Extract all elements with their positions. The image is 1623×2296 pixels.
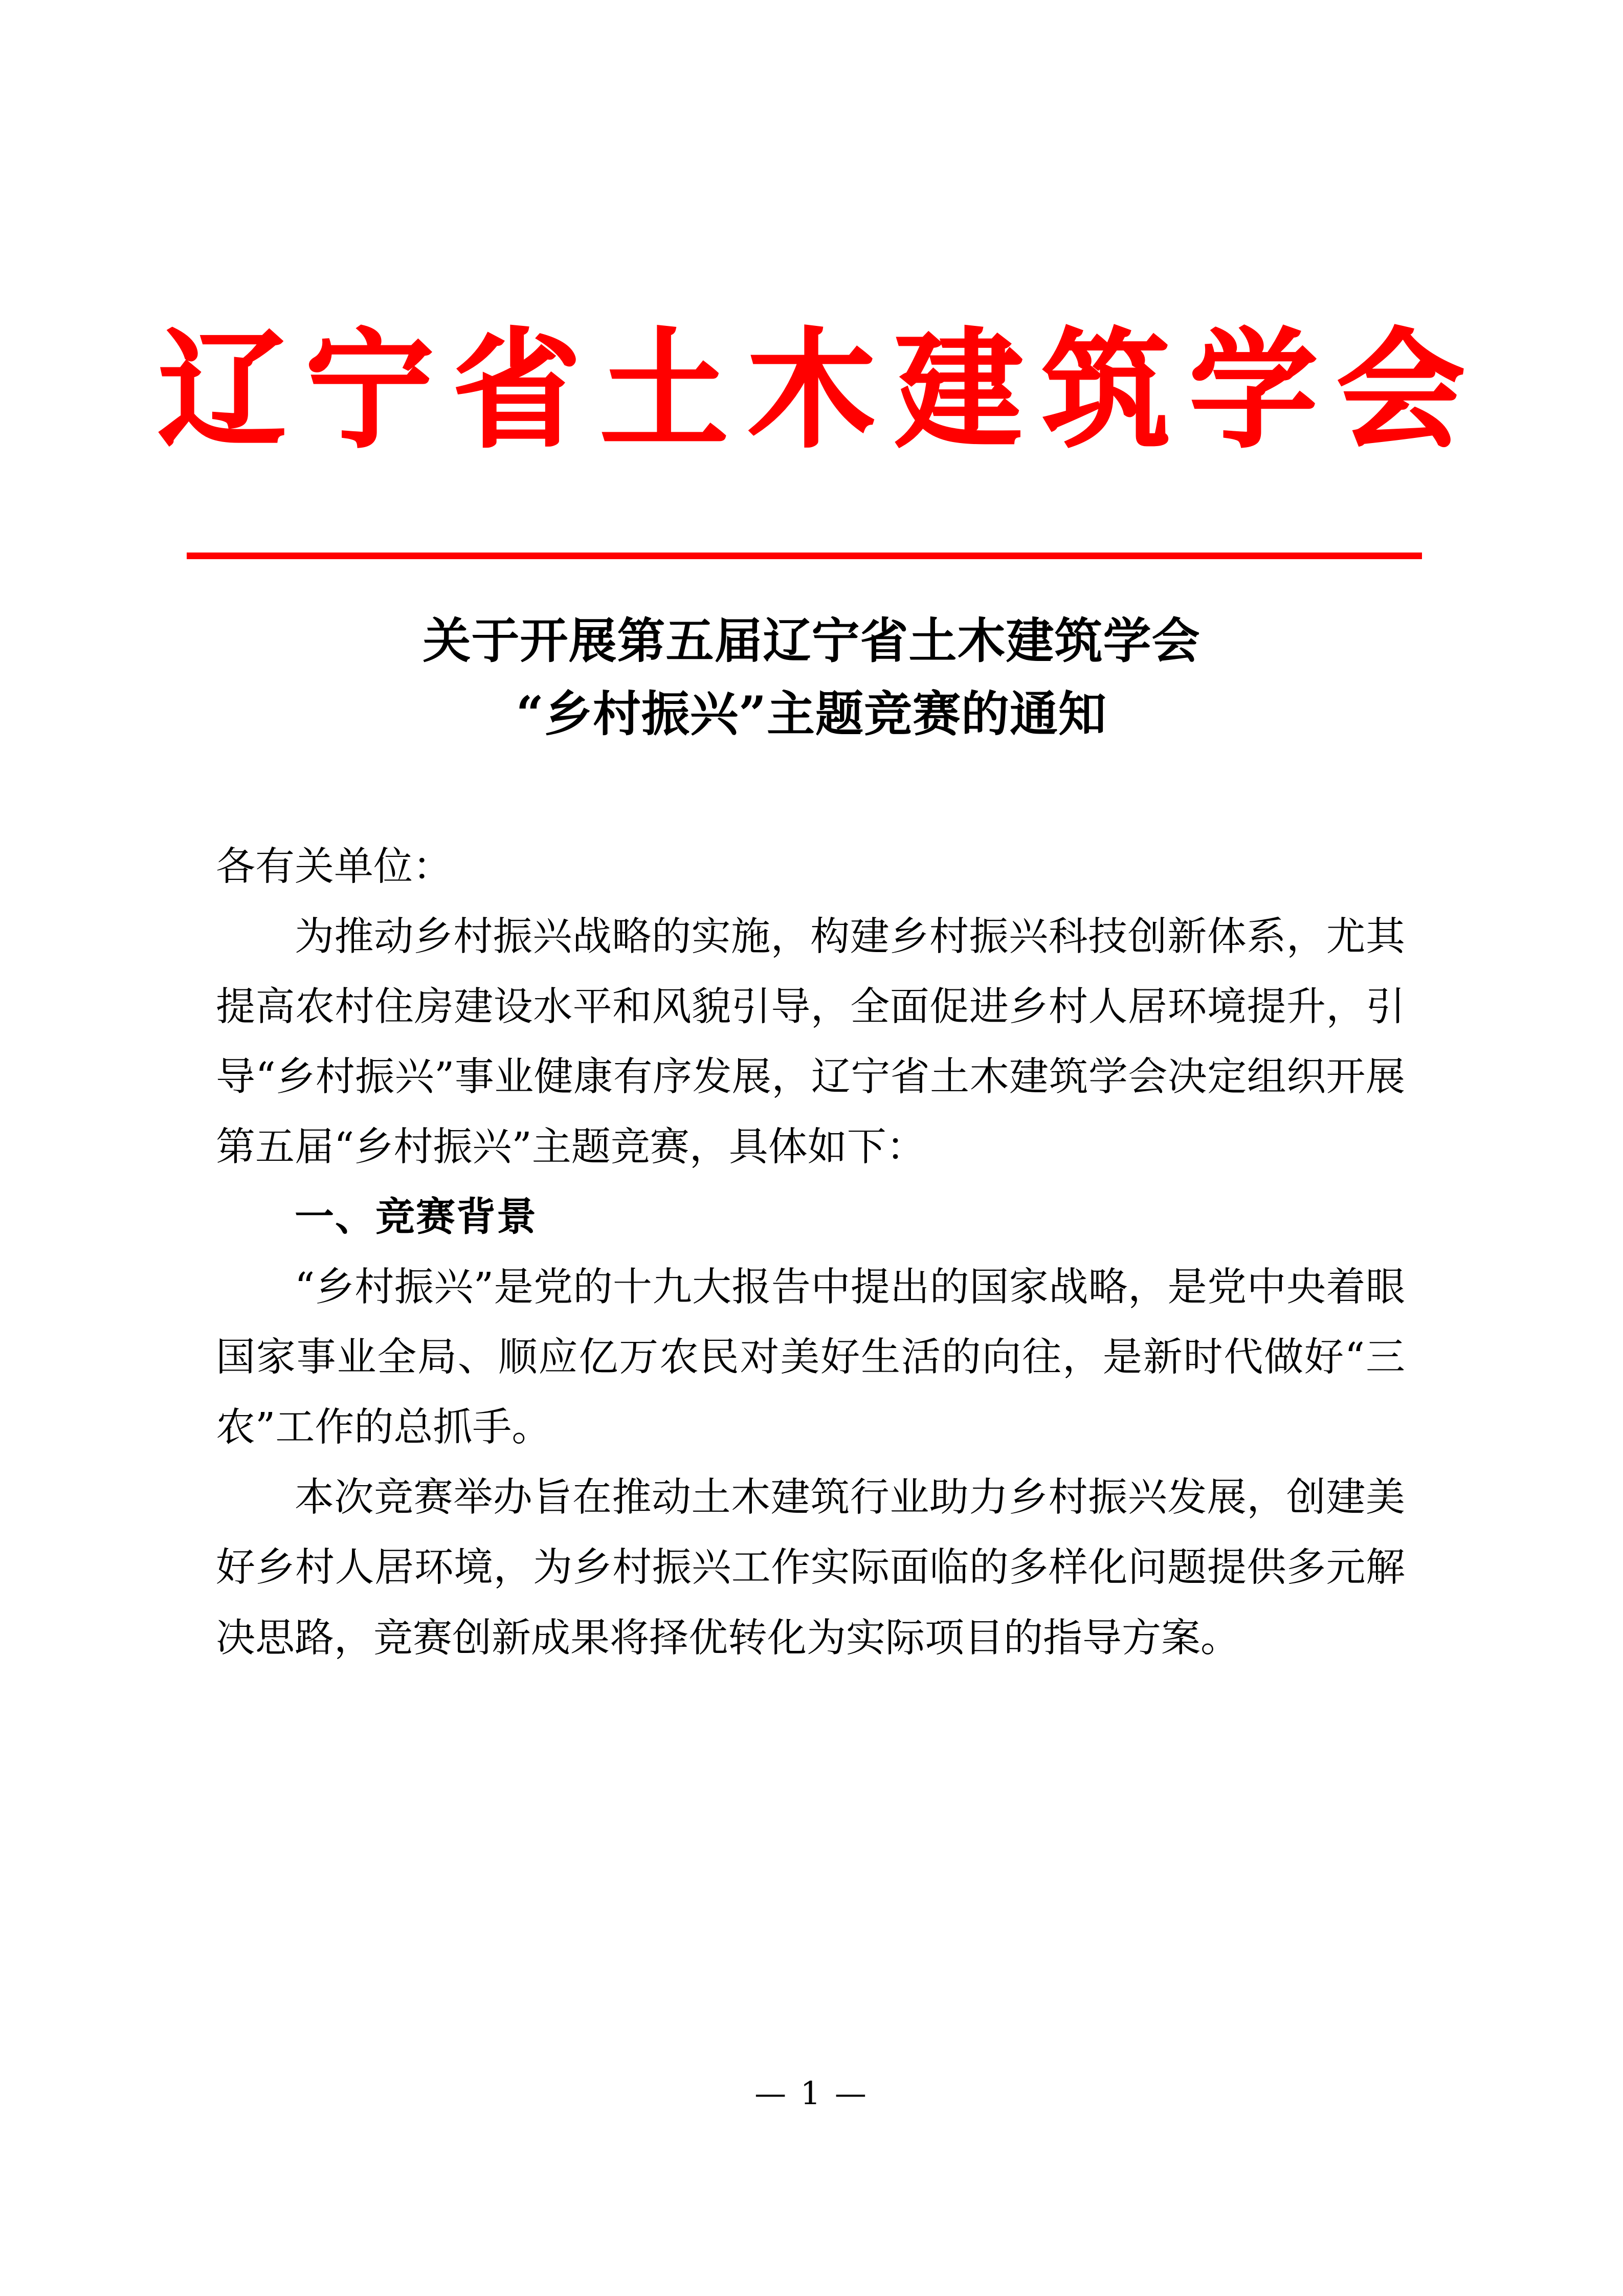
letterhead [0, 312, 1623, 468]
background-paragraph-2: 本次竞赛举办旨在推动土木建筑行业助力乡村振兴发展，创建美好乡村人居环境，为乡村振兴工作实际面临的多样化问题提供多元解决思路，竞赛创新成果将择优转化为实际项目的指导方案。 [216, 1475, 1405, 1661]
intro-paragraph: 为推动乡村振兴战略的实施，构建乡村振兴科技创新体系，尤其提高农村住房建设水平和风貌引导，全面促进乡村人居环境提升，引导“乡村振兴”事业健康有序发展，辽宁省土木建筑学会决定组织开展第五届“乡村振兴”主题竞赛，具体如下： [216, 914, 1405, 1171]
document-title-line-1: 关于开展第五届辽宁省土木建筑学会 [423, 613, 1200, 669]
page-footer [0, 2074, 1623, 2112]
letterhead-red-divider [187, 553, 1422, 559]
document-title [0, 605, 1623, 751]
document-body [216, 832, 1405, 1673]
document-title-line-2: “乡村振兴”主题竞赛的通知 [516, 686, 1107, 742]
salutation: 各有关单位： [216, 844, 452, 890]
letterhead-organization-name: 辽宁省土木建筑学会 [158, 315, 1484, 465]
section-heading-competition-background: 一、竞赛背景 [295, 1195, 537, 1241]
background-paragraph-1: “乡村振兴”是党的十九大报告中提出的国家战略，是党中央着眼国家事业全局、顺应亿万农民对美好生活的向往，是新时代做好“三农”工作的总抓手。 [216, 1265, 1405, 1451]
page-number: — 1 — [754, 2074, 869, 2112]
